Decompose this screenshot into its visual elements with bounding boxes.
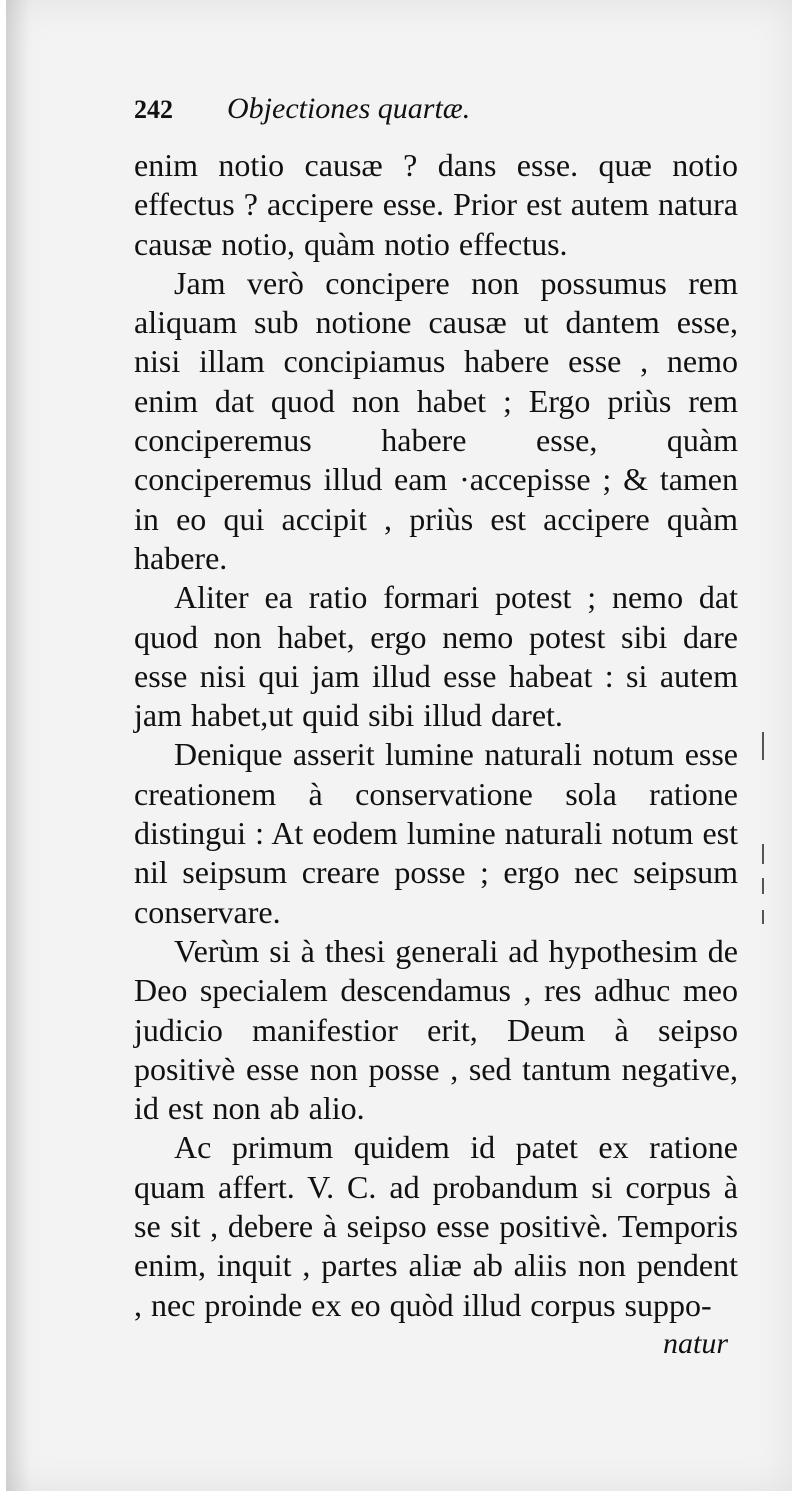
page-content: [134, 92, 738, 1361]
margin-mark: [762, 732, 764, 760]
book-page: [6, 0, 792, 1491]
paragraph: Aliter ea ratio formari potest ; nemo dat quod non habet, ergo nemo potest sibi dare esse nisi qui jam illud esse habeat : si autem jam habet,ut quid sibi illud daret.: [134, 579, 738, 734]
paragraph: Denique asserit lumine naturali notum esse creationem à conservatione sola ratione distingui : At eodem lumine naturali notum est nil seipsum creare posse ; ergo nec seipsum conservare.: [134, 736, 738, 930]
running-title: Objectiones quartæ.: [227, 92, 471, 125]
margin-mark: [762, 910, 764, 924]
paragraph: Verùm si à thesi generali ad hypothesim de Deo specialem descendamus , res adhuc meo judicio manifestior erit, Deum à seipso positivè esse non posse , sed tantum negative, id est non ab alio.: [134, 932, 738, 1127]
margin-marks: [762, 732, 768, 932]
running-head: [134, 92, 738, 138]
paragraph: Jam verò concipere non possumus rem aliquam sub notione causæ ut dantem esse, nisi illam concipiamus habere esse , nemo enim dat quod non habet ; Ergo priùs rem conciperemus habere esse, quàm conciperemus illud eam ·accepisse ; & tamen in eo qui accipit , priùs est accipere quàm habere.: [134, 264, 738, 576]
margin-mark: [762, 844, 764, 864]
spine-shadow: [6, 0, 30, 1491]
page-number: 242: [134, 95, 173, 124]
body-text: [134, 146, 738, 1325]
catchword: natur: [662, 1326, 728, 1360]
paragraph: Ac primum quidem id patet ex ratione quam affert. V. C. ad probandum si corpus à se sit , debere à seipso esse positivè. Temporis enim, inquit , partes aliæ ab aliis non pendent , nec proinde ex eo quòd illud corpus suppo-: [134, 1129, 738, 1323]
paragraph: enim notio causæ ? dans esse. quæ notio effectus ? accipere esse. Prior est autem natura causæ notio, quàm notio effectus.: [134, 147, 738, 262]
margin-mark: [762, 878, 764, 894]
